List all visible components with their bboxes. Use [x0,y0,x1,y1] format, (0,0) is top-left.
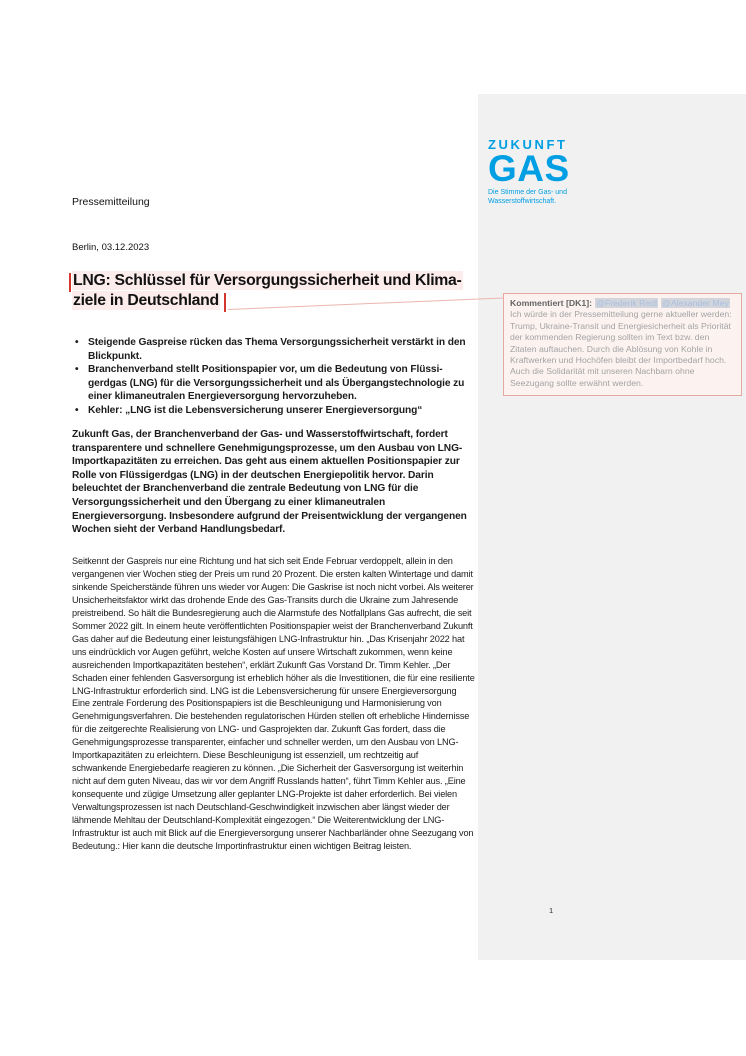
page-number: 1 [549,906,554,915]
comment-box[interactable] [503,293,742,396]
logo-wordmark-zukunft: ZUKUNFT [488,137,568,152]
comment-connector-line [227,295,503,311]
body-paragraph: Seitkennt der Gaspreis nur eine Richtung und hat sich seit Ende Februar verdoppelt, allein in den vergangenen vier Wochen stieg der Preis um rund 20 Prozent. Die ersten kalten Wintertage und damit sinkende Speicherstände führen uns wieder vor Augen: Die Gaskrise ist noch nicht vorbei. Als weiterer Unsicherheitsfaktor wirkt das drohende Ende des Gas-Transits durch die Ukraine zum Jahresende preistreibend. So hält die Bundesregierung auch die Alarmstufe des Notfallplans Gas aufrecht, die seit Sommer 2022 gilt. In einem heute veröffentlichten Positionspapier weist der Branchenverband Zukunft Gas daher auf die Bedeutung einer leistungsfähigen LNG-Infrastruktur hin. „Das Krisenjahr 2022 hat uns eindrücklich vor Augen geführt, welche Kosten auf unsere Wirtschaft zukommen, wenn keine ausreichenden Importkapazitäten bestehen“, erklärt Zukunft Gas Vorstand Dr. Timm Kehler. „Der Schaden einer fehlenden Gasversorgung ist erheblich höher als die Investitionen, die für eine resiliente LNG-Infrastruktur erforderlich sind. LNG ist die Lebensversicherung für unsere Energieversorgung [72,556,475,696]
mention-chip[interactable]: @Alexander Mey [662,298,729,308]
bullet-item: • Steigende Gaspreise rücken das Thema Versorgungssicherheit verstärkt in den Blickpunkt. [72,336,476,363]
comment-text: Ich würde in der Pressemitteilung gerne aktueller werden: Trump, Ukraine-Transit und Energiesicherheit als Priorität der kommenden Regierung sollten im Text bzw. den Zitaten auftauchen. Durch die Ablösung von Kohle in Kraftwerken und Hochöfen bleibt der Importbedarf hoch. Auch die Solidarität mit unseren Nachbarn ohne Seezugang sollte erwähnt werden. [510,309,732,388]
logo-wordmark-gas: GAS [488,148,570,189]
logo-tagline: Die Stimme der Gas- und Wasserstoffwirtschaft. [488,189,567,205]
track-change-bar-start [69,273,71,292]
brand-logo [488,138,574,206]
body-text [72,555,475,853]
bullet-list [72,336,476,417]
date-line: Berlin, 03.12.2023 [72,242,150,253]
bullet-item: • Kehler: „LNG ist die Lebensversicherung unserer Energieversorgung“ [72,404,476,418]
doc-type-label: Pressemitteilung [72,196,150,208]
headline-highlight: LNG: Schlüssel für Versorgungssicherheit und Klimaziele in Deutschland [73,272,462,309]
mention-chip[interactable]: @Frederik Redl [596,298,658,308]
track-change-bar-end [224,293,226,312]
bullet-item: • Branchenverband stellt Positionspapier vor, um die Bedeutung von Flüssigerdgas (LNG) für die Versorgungssicherheit und als Übergangstechnologie zu einer klimaneutralen Energieversorgung hervorzuheben. [72,363,476,404]
comment-label: Kommentiert [DK1]: [510,298,593,308]
lead-paragraph: Zukunft Gas, der Branchenverband der Gas- und Wasserstoffwirtschaft, fordert transparentere und schnellere Genehmigungsprozesse, um den Ausbau von LNG-Importkapazitäten zu erreichen. Das geht aus einem aktuellen Positionspapier zur Rolle von Flüssigerdgas (LNG) in der deutschen Energiepolitik hervor. Darin beleuchtet der Branchenverband die zentrale Bedeutung von LNG für die Versorgungssicherheit und den Übergang zu einer klimaneutralen Energieversorgung. Insbesondere aufgrund der Preisentwicklung der vergangenen Wochen sieht der Verband Handlungsbedarf. [72,429,467,536]
sidebar-panel [478,94,746,960]
body-paragraph: Eine zentrale Forderung des Positionspapiers ist die Beschleunigung und Harmonisierung von Genehmigungsverfahren. Die bestehenden regulatorischen Hürden stellen oft erhebliche Hindernisse für die zeitgerechte Realisierung von LNG- und Gasprojekten dar. Zukunft Gas fordert, dass die Genehmigungsprozesse transparenter, einfacher und schneller werden, um den Ausbau von LNG-Importkapazitäten zu erleichtern. Diese Beschleunigung ist essenziell, um rechtzeitig auf schwankende Energiebedarfe reagieren zu können. „Die Sicherheit der Gasversorgung ist weiterhin nicht auf dem guten Niveau, das wir vor dem Angriff Russlands hatten“, führt Timm Kehler aus. „Eine konsequente und zügige Umsetzung aller geplanter LNG-Projekte ist daher erforderlich. Bei vielen Verwaltungsprozessen ist nach Deutschland-Geschwindigkeit inzwischen aber längst wieder der lähmende Mehltau der Deutschland-Komplexität eingezogen.“ Die Weiterentwicklung der LNG-Infrastruktur ist auch mit Blick auf die Energieversorgung unserer Nachbarländer ohne Seezugang von Bedeutung.: Hier kann die deutsche Importinfrastruktur einen wichtigen Beitrag leisten. [72,698,474,851]
